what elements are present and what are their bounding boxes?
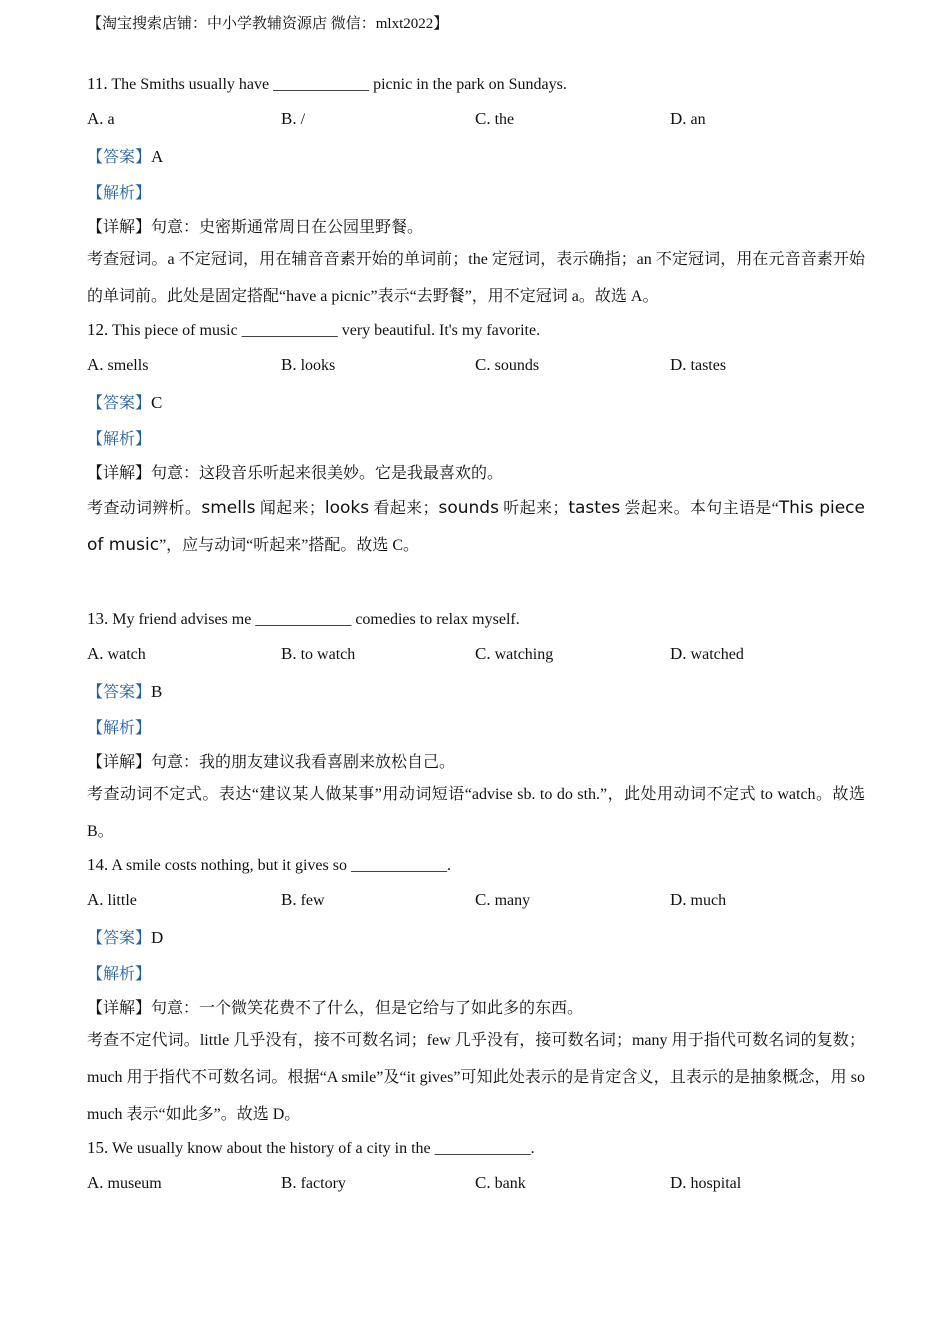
question-14-stem [87, 855, 451, 875]
option-d: D. hospital [670, 1173, 742, 1192]
answer-label: 【答案】 [87, 930, 152, 947]
option-b: B. / [281, 109, 306, 128]
question-12-explanation: 考查动词辨析。smells 闻起来；looks 看起来；sounds 听起来；tastes 尝起来。本句主语是“This piece of music”，应与动词“听起来”搭配。故选 C。 [87, 498, 865, 555]
question-text: This piece of music ____________ very beautiful. It's my favorite. [111, 322, 541, 339]
question-12-detail: 【详解】句意：这段音乐听起来很美妙。它是我最喜欢的。 [87, 465, 504, 482]
answer-value: D [151, 928, 164, 947]
option-b: B. factory [281, 1173, 346, 1192]
option-c: C. sounds [475, 355, 540, 374]
answer-value: B [151, 682, 163, 701]
question-number: 15. [87, 1138, 109, 1157]
option-a: A. watch [87, 644, 146, 663]
option-d: D. watched [670, 644, 744, 663]
option-a: A. a [87, 109, 115, 128]
question-11-answer [87, 144, 163, 167]
option-c: C. watching [475, 644, 554, 663]
question-text: We usually know about the history of a city in the ____________. [111, 1140, 535, 1157]
question-14-answer [87, 925, 163, 948]
option-b: B. to watch [281, 644, 356, 663]
question-13-explanation: 考查动词不定式。表达“建议某人做某事”用动词短语“advise sb. to do sth.”，此处用动词不定式 to watch。故选 B。 [87, 786, 865, 840]
answer-label: 【答案】 [87, 395, 152, 412]
question-13-answer [87, 679, 162, 702]
option-b: B. looks [281, 355, 336, 374]
question-11-explanation: 考查冠词。a 不定冠词，用在辅音音素开始的单词前；the 定冠词，表示确指；an 不定冠词，用在元音音素开始的单词前。此处是固定搭配“have a picnic”表示“去野餐”，用不定冠词 a。故选 A。 [87, 251, 865, 305]
option-a: A. smells [87, 355, 149, 374]
question-text: My friend advises me ____________ comedies to relax myself. [112, 611, 520, 628]
question-11-stem [87, 74, 567, 94]
option-c: C. the [475, 109, 515, 128]
option-d: D. an [670, 109, 706, 128]
question-14-explanation: 考查不定代词。little 几乎没有，接不可数名词；few 几乎没有，接可数名词；many 用于指代可数名词的复数；much 用于指代不可数名词。根据“A smile”及“it gives”可知此处表示的是肯定含义，且表示的是抽象概念，用 so much 表示“如此多”。故选 D。 [87, 1032, 865, 1123]
analysis-label: 【解析】 [87, 185, 152, 202]
option-b: B. few [281, 890, 325, 909]
option-a: A. little [87, 890, 137, 909]
answer-label: 【答案】 [87, 149, 152, 166]
question-number: 14. [87, 855, 109, 874]
option-d: D. much [670, 890, 727, 909]
answer-value: A [151, 147, 164, 166]
option-c: C. many [475, 890, 531, 909]
option-d: D. tastes [670, 355, 727, 374]
page-header: 【淘宝搜索店铺：中小学教辅资源店 微信：mlxt2022】 [87, 16, 449, 32]
answer-value: C [151, 393, 163, 412]
question-text: A smile costs nothing, but it gives so ____________. [111, 857, 451, 874]
question-number: 12. [87, 320, 109, 339]
analysis-label: 【解析】 [87, 720, 152, 737]
analysis-label: 【解析】 [87, 431, 152, 448]
question-12-stem [87, 320, 540, 340]
question-12-answer [87, 390, 162, 413]
analysis-label: 【解析】 [87, 966, 152, 983]
question-13-stem [87, 609, 520, 629]
question-13-detail: 【详解】句意：我的朋友建议我看喜剧来放松自己。 [87, 754, 456, 771]
question-11-detail: 【详解】句意：史密斯通常周日在公园里野餐。 [87, 219, 424, 236]
option-c: C. bank [475, 1173, 526, 1192]
question-14-detail: 【详解】句意：一个微笑花费不了什么，但是它给与了如此多的东西。 [87, 1000, 584, 1017]
option-a: A. museum [87, 1173, 162, 1192]
question-number: 13. [87, 609, 109, 628]
question-15-stem [87, 1138, 535, 1158]
question-number: 11. [87, 74, 108, 93]
answer-label: 【答案】 [87, 684, 152, 701]
question-text: The Smiths usually have ____________ picnic in the park on Sundays. [111, 76, 567, 93]
